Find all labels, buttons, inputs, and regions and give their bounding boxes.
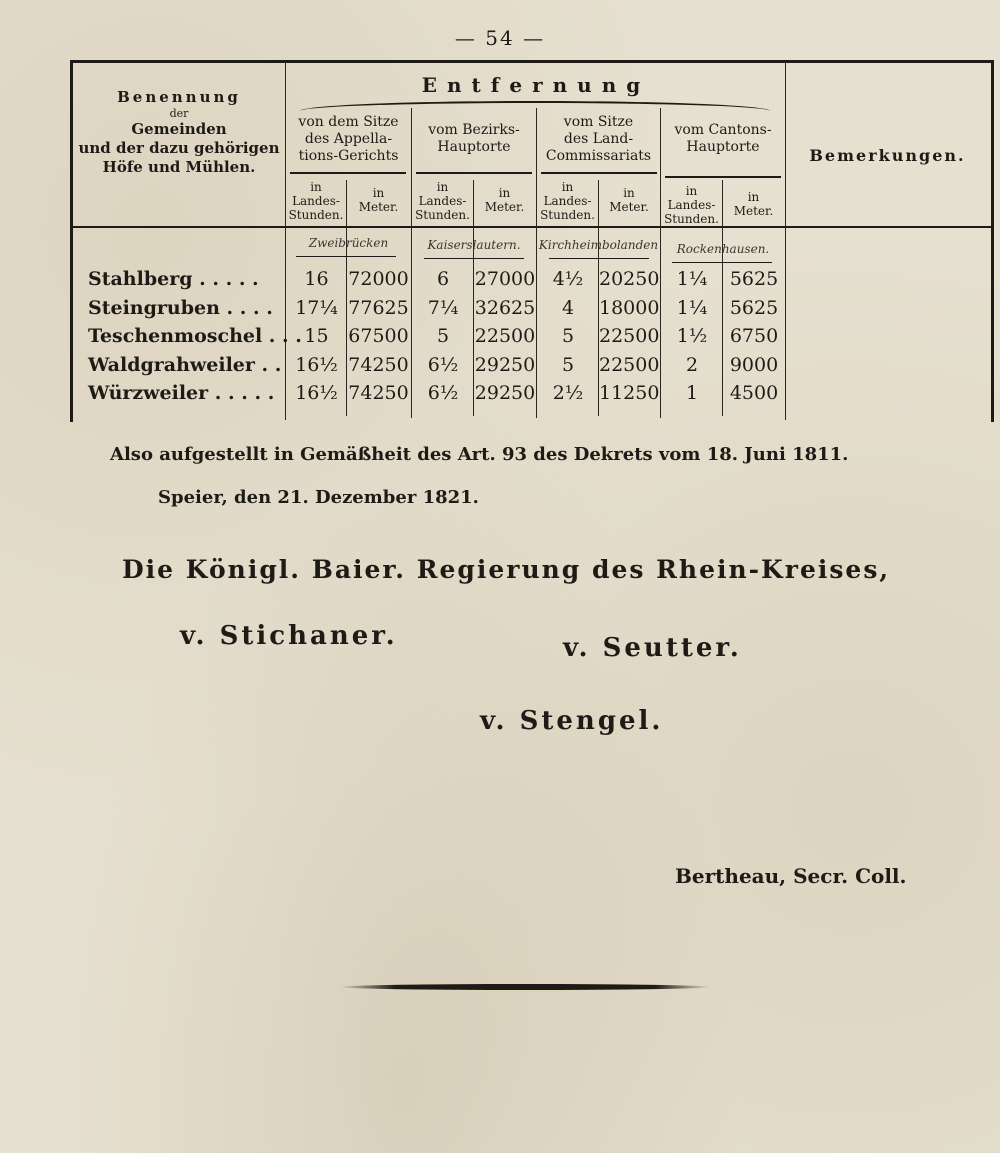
table-cell: 4 xyxy=(561,296,575,319)
table-cell: 1¼ xyxy=(676,268,708,290)
sub-header-hours: in Landes- Stunden. xyxy=(415,180,470,222)
table-cell: 5625 xyxy=(729,296,779,319)
place-zweibruecken: Zweibrücken xyxy=(308,236,389,250)
place-kirchheimbolanden: Kirchheimbolanden xyxy=(538,238,659,252)
group-header-bezirkshauptort: vom Bezirks- Hauptorte xyxy=(428,122,520,155)
table-cell: 1 xyxy=(685,382,699,404)
col-divider xyxy=(285,62,286,420)
table-cell: 22500 xyxy=(474,325,536,347)
place-rule xyxy=(549,258,649,259)
sub-rule xyxy=(290,172,406,174)
table-cell: 7¼ xyxy=(427,296,459,319)
sub-rule xyxy=(541,172,657,174)
table-cell: 17¼ xyxy=(295,296,338,319)
table-cell: 22500 xyxy=(599,325,660,347)
row-name: Steingruben . . . . xyxy=(88,296,273,319)
group-header-landcommissariat: vom Sitze des Land- Commissariats xyxy=(545,114,652,164)
table-cell: 4½ xyxy=(552,268,584,290)
sub-header-meter: in Meter. xyxy=(484,186,525,214)
distance-header: Entfernung xyxy=(421,73,651,97)
table-cell: 6750 xyxy=(729,325,779,347)
closing-flourish xyxy=(340,984,710,990)
table-top-rule xyxy=(70,60,991,63)
place-rule xyxy=(424,258,524,259)
table-cell: 1¼ xyxy=(676,296,708,319)
table-cell: 16 xyxy=(304,268,329,290)
table-cell: 2½ xyxy=(552,382,584,404)
table-cell: 2 xyxy=(685,353,699,376)
remarks-header: Bemerkungen. xyxy=(809,146,966,165)
table-cell: 4500 xyxy=(729,382,779,404)
signature-stengel: v. Stengel. xyxy=(480,706,664,736)
sub-header-hours: in Landes- Stunden. xyxy=(664,184,719,226)
sub-header-meter: in Meter. xyxy=(609,186,649,214)
place-kaiserslautern: Kaiserslautern. xyxy=(427,238,521,252)
table-cell: 6½ xyxy=(427,353,459,376)
table-cell: 18000 xyxy=(599,296,660,319)
sub-rule xyxy=(665,176,781,178)
sub-rule xyxy=(416,172,532,174)
table-cell: 74250 xyxy=(348,353,409,376)
group-header-appellationsgericht: von dem Sitze des Appella- tions-Gerichts xyxy=(298,114,399,164)
table-cell: 5625 xyxy=(729,268,779,290)
table-cell: 77625 xyxy=(348,296,409,319)
sub-header-meter: in Meter. xyxy=(733,190,774,218)
group-header-cantonshauptort: vom Cantons- Hauptorte xyxy=(674,122,772,155)
col-divider xyxy=(785,62,786,420)
authority-line: Die Königl. Baier. Regierung des Rhein-Kreises, xyxy=(122,555,891,584)
place-date: Speier, den 21. Dezember 1821. xyxy=(158,487,479,508)
table-cell: 32625 xyxy=(474,296,536,319)
table-cell: 5 xyxy=(561,325,575,347)
table-cell: 6½ xyxy=(427,382,459,404)
table-cell: 6 xyxy=(436,268,450,290)
table-cell: 9000 xyxy=(729,353,779,376)
table-cell: 22500 xyxy=(599,353,660,376)
table-cell: 27000 xyxy=(474,268,536,290)
sub-header-meter: in Meter. xyxy=(358,186,399,214)
table-cell: 67500 xyxy=(348,325,409,347)
sub-header-hours: in Landes- Stunden. xyxy=(288,180,344,222)
place-rockenhausen: Rockenhausen. xyxy=(676,242,770,256)
signature-seutter: v. Seutter. xyxy=(563,633,742,663)
table-cell: 1½ xyxy=(676,325,708,347)
row-name: Stahlberg . . . . . xyxy=(88,268,259,290)
table-cell: 29250 xyxy=(474,382,536,404)
table-cell: 5 xyxy=(436,325,450,347)
place-rule xyxy=(672,262,772,263)
table-cell: 29250 xyxy=(474,353,536,376)
col-divider xyxy=(411,108,412,418)
col-divider xyxy=(536,108,537,418)
row-name: Teschenmoschel . . . xyxy=(88,325,302,347)
signature-stichaner: v. Stichaner. xyxy=(180,621,398,651)
name-column-header: Benennung der Gemeinden und der dazu gehörigen Höfe und Mühlen. xyxy=(78,88,280,176)
table-cell: 20250 xyxy=(599,268,660,290)
table-cell: 15 xyxy=(304,325,329,347)
table-cell: 5 xyxy=(561,353,575,376)
col-divider xyxy=(660,108,661,418)
page-number: — 54 — xyxy=(454,26,546,50)
table-cell: 16½ xyxy=(295,382,338,404)
legal-note: Also aufgestellt in Gemäßheit des Art. 93 des Dekrets vom 18. Juni 1811. xyxy=(110,444,849,465)
place-rule xyxy=(296,256,396,257)
secretary-line: Bertheau, Secr. Coll. xyxy=(675,864,907,888)
row-name: Waldgrahweiler . . xyxy=(88,353,282,376)
row-name: Würzweiler . . . . . xyxy=(88,382,275,404)
table-cell: 74250 xyxy=(348,382,409,404)
header-bottom-rule xyxy=(70,226,991,228)
table-cell: 72000 xyxy=(348,268,409,290)
sub-header-hours: in Landes- Stunden. xyxy=(540,180,595,222)
table-cell: 11250 xyxy=(599,382,660,404)
table-cell: 16½ xyxy=(295,353,338,376)
